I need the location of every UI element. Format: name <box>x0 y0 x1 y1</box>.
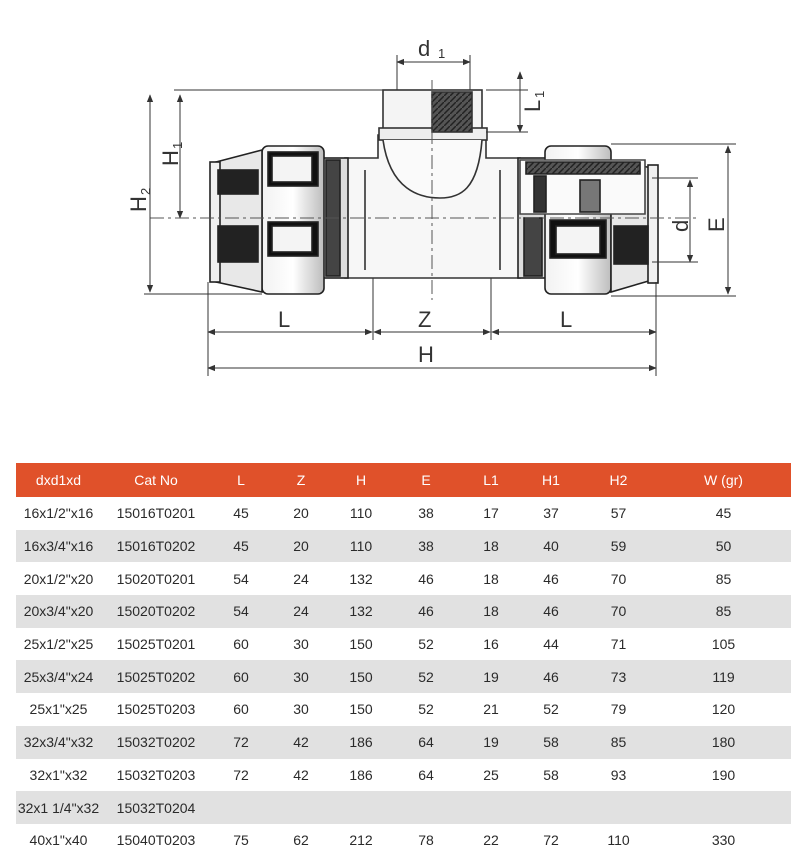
table-cell: 132 <box>331 595 391 628</box>
table-row <box>16 726 791 759</box>
label-H: H <box>418 342 434 367</box>
table-cell: 72 <box>211 759 271 792</box>
table-row <box>16 660 791 693</box>
column-header: H <box>331 463 391 497</box>
table-cell: 15040T0203 <box>101 824 211 857</box>
label-H1: H <box>158 150 183 166</box>
table-cell: 46 <box>391 595 461 628</box>
column-header: E <box>391 463 461 497</box>
table-cell: 79 <box>581 693 656 726</box>
table-row <box>16 824 791 857</box>
table-cell: 58 <box>521 726 581 759</box>
table-header-row <box>16 463 791 497</box>
table-cell: 119 <box>656 660 791 693</box>
table-cell: 18 <box>461 562 521 595</box>
table-cell: 44 <box>521 628 581 661</box>
table-cell: 212 <box>331 824 391 857</box>
table-cell: 330 <box>656 824 791 857</box>
table-cell: 46 <box>521 562 581 595</box>
table-cell: 24 <box>271 595 331 628</box>
table-cell: 42 <box>271 726 331 759</box>
table-cell: 52 <box>391 693 461 726</box>
label-E: E <box>704 217 729 232</box>
table-cell: 150 <box>331 628 391 661</box>
table-row <box>16 693 791 726</box>
label-Z: Z <box>418 307 432 332</box>
table-cell: 85 <box>656 562 791 595</box>
table-cell: 45 <box>656 497 791 530</box>
table-cell: 25x3/4"x24 <box>16 660 101 693</box>
table-cell: 64 <box>391 726 461 759</box>
label-H2: H <box>126 196 151 212</box>
table-cell: 54 <box>211 562 271 595</box>
table-cell: 72 <box>521 824 581 857</box>
table-row <box>16 562 791 595</box>
column-header: H1 <box>521 463 581 497</box>
table-cell: 25x1"x25 <box>16 693 101 726</box>
table-cell: 22 <box>461 824 521 857</box>
table-cell: 45 <box>211 497 271 530</box>
table-cell: 20x3/4"x20 <box>16 595 101 628</box>
left-compression-nut <box>210 146 348 294</box>
column-header: Cat No <box>101 463 211 497</box>
table-cell: 62 <box>271 824 331 857</box>
table-cell: 15032T0204 <box>101 791 211 824</box>
table-row <box>16 759 791 792</box>
table-cell: 15032T0202 <box>101 726 211 759</box>
table-cell: 52 <box>521 693 581 726</box>
table-cell: 21 <box>461 693 521 726</box>
table-cell: 60 <box>211 660 271 693</box>
table-cell: 37 <box>521 497 581 530</box>
label-L1-sub: 1 <box>532 90 547 98</box>
table-cell: 132 <box>331 562 391 595</box>
table-cell <box>656 791 791 824</box>
table-cell: 72 <box>211 726 271 759</box>
table-cell <box>581 791 656 824</box>
column-header: H2 <box>581 463 656 497</box>
table-cell: 45 <box>211 530 271 563</box>
table-cell: 30 <box>271 660 331 693</box>
table-cell: 25x1/2"x25 <box>16 628 101 661</box>
table-cell: 93 <box>581 759 656 792</box>
table-cell: 52 <box>391 628 461 661</box>
label-d1-sub: 1 <box>438 46 446 61</box>
label-H1-sub: 1 <box>170 141 185 149</box>
table-cell: 16x1/2"x16 <box>16 497 101 530</box>
table-cell: 17 <box>461 497 521 530</box>
column-header: W (gr) <box>656 463 791 497</box>
dimension-spec-table <box>16 463 791 857</box>
table-cell: 15025T0203 <box>101 693 211 726</box>
table-cell <box>391 791 461 824</box>
table-cell: 32x3/4"x32 <box>16 726 101 759</box>
table-cell: 46 <box>521 660 581 693</box>
table-cell: 32x1 1/4"x32 <box>16 791 101 824</box>
table-cell: 60 <box>211 693 271 726</box>
table-cell: 15032T0203 <box>101 759 211 792</box>
column-header: Z <box>271 463 331 497</box>
table-cell: 110 <box>331 530 391 563</box>
table-cell: 16x3/4"x16 <box>16 530 101 563</box>
table-cell: 15016T0201 <box>101 497 211 530</box>
table-cell: 30 <box>271 628 331 661</box>
table-cell <box>331 791 391 824</box>
table-cell: 105 <box>656 628 791 661</box>
label-d: d <box>668 219 693 232</box>
table-cell: 64 <box>391 759 461 792</box>
table-cell: 25 <box>461 759 521 792</box>
table-cell: 42 <box>271 759 331 792</box>
table-cell: 60 <box>211 628 271 661</box>
table-cell: 71 <box>581 628 656 661</box>
table-cell: 38 <box>391 530 461 563</box>
table-row <box>16 791 791 824</box>
table-row <box>16 530 791 563</box>
table-cell: 40x1"x40 <box>16 824 101 857</box>
table-row <box>16 497 791 530</box>
table-cell: 190 <box>656 759 791 792</box>
table-cell: 110 <box>581 824 656 857</box>
table-cell: 58 <box>521 759 581 792</box>
label-H2-sub: 2 <box>138 187 153 195</box>
column-header: L <box>211 463 271 497</box>
fitting-technical-drawing <box>0 0 801 400</box>
table-cell: 20 <box>271 497 331 530</box>
label-d1: d <box>418 36 431 61</box>
table-cell: 85 <box>581 726 656 759</box>
table-cell: 52 <box>391 660 461 693</box>
table-cell: 59 <box>581 530 656 563</box>
table-cell: 85 <box>656 595 791 628</box>
table-row <box>16 595 791 628</box>
right-compression-nut <box>518 146 658 294</box>
table-cell: 38 <box>391 497 461 530</box>
label-L-left: L <box>278 307 291 332</box>
column-header: L1 <box>461 463 521 497</box>
table-cell: 46 <box>521 595 581 628</box>
table-cell: 19 <box>461 660 521 693</box>
table-row <box>16 628 791 661</box>
table-cell: 20 <box>271 530 331 563</box>
table-cell <box>521 791 581 824</box>
table-cell: 50 <box>656 530 791 563</box>
table-cell: 70 <box>581 595 656 628</box>
table-cell: 20x1/2"x20 <box>16 562 101 595</box>
table-cell <box>461 791 521 824</box>
label-L-right: L <box>560 307 573 332</box>
table-cell <box>211 791 271 824</box>
table-cell: 54 <box>211 595 271 628</box>
table-cell: 46 <box>391 562 461 595</box>
table-cell: 78 <box>391 824 461 857</box>
table-cell: 73 <box>581 660 656 693</box>
table-cell: 150 <box>331 660 391 693</box>
table-cell: 186 <box>331 726 391 759</box>
table-cell: 180 <box>656 726 791 759</box>
column-header: dxd1xd <box>16 463 101 497</box>
table-cell: 186 <box>331 759 391 792</box>
table-cell: 15025T0202 <box>101 660 211 693</box>
label-L1: L <box>520 99 545 112</box>
table-cell: 57 <box>581 497 656 530</box>
table-cell: 120 <box>656 693 791 726</box>
table-cell: 16 <box>461 628 521 661</box>
table-cell: 150 <box>331 693 391 726</box>
table-cell: 75 <box>211 824 271 857</box>
table-cell: 19 <box>461 726 521 759</box>
table-cell: 110 <box>331 497 391 530</box>
table-cell: 24 <box>271 562 331 595</box>
table-cell: 32x1"x32 <box>16 759 101 792</box>
table-cell: 15016T0202 <box>101 530 211 563</box>
table-cell: 40 <box>521 530 581 563</box>
table-cell: 15020T0202 <box>101 595 211 628</box>
table-cell <box>271 791 331 824</box>
table-cell: 30 <box>271 693 331 726</box>
table-cell: 18 <box>461 530 521 563</box>
table-cell: 70 <box>581 562 656 595</box>
table-cell: 15025T0201 <box>101 628 211 661</box>
table-cell: 18 <box>461 595 521 628</box>
table-cell: 15020T0201 <box>101 562 211 595</box>
